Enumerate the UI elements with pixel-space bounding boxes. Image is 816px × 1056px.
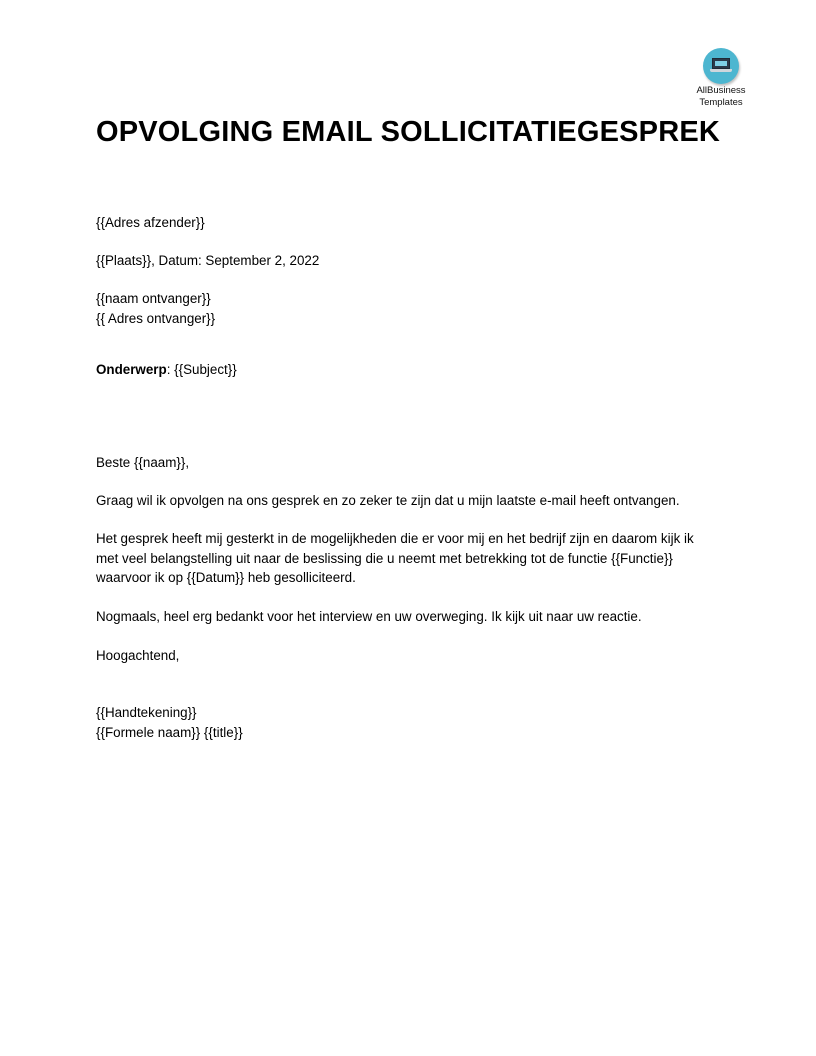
recipient-address: {{ Adres ontvanger}}: [96, 310, 216, 326]
paragraph-2-line-1: Het gesprek heeft mij gesterkt in de mogelijkheden die er voor mij en het bedrijf zijn en daarom kijk ik: [96, 531, 694, 546]
company-logo: [694, 48, 748, 108]
closing: Hoogachtend,: [96, 648, 180, 663]
logo-text-line2: Templates: [699, 97, 743, 108]
paragraph-2: [96, 529, 736, 588]
recipient-name: {{naam ontvanger}}: [96, 291, 211, 306]
logo-text-line1: AllBusiness: [696, 85, 746, 96]
signature: {{Handtekening}}: [96, 705, 197, 720]
paragraph-2-line-3: waarvoor ik op {{Datum}} heb gesolliciteerd.: [96, 570, 356, 585]
signature-block: [96, 703, 736, 742]
laptop-icon: [703, 48, 739, 84]
recipient-block: [96, 289, 736, 328]
paragraph-3: Nogmaals, heel erg bedankt voor het interview en uw overweging. Ik kijk uit naar uw reactie.: [96, 609, 642, 624]
document-title: OPVOLGING EMAIL SOLLICITATIEGESPREK: [95, 116, 721, 148]
paragraph-1: Graag wil ik opvolgen na ons gesprek en zo zeker te zijn dat u mijn laatste e-mail heeft ontvangen.: [96, 493, 680, 508]
place-date: {{Plaats}}, Datum: September 2, 2022: [96, 253, 320, 268]
subject-line: [96, 360, 736, 380]
subject-value: : {{Subject}}: [166, 362, 237, 377]
formal-name-title: {{Formele naam}} {{title}}: [96, 724, 243, 740]
greeting: Beste {{naam}},: [96, 455, 190, 470]
paragraph-2-line-2: met veel belangstelling uit naar de beslissing die u neemt met betrekking tot de functie {{Functie}}: [96, 550, 673, 566]
subject-label: Onderwerp: [96, 362, 167, 377]
sender-address: {{Adres afzender}}: [96, 215, 205, 230]
